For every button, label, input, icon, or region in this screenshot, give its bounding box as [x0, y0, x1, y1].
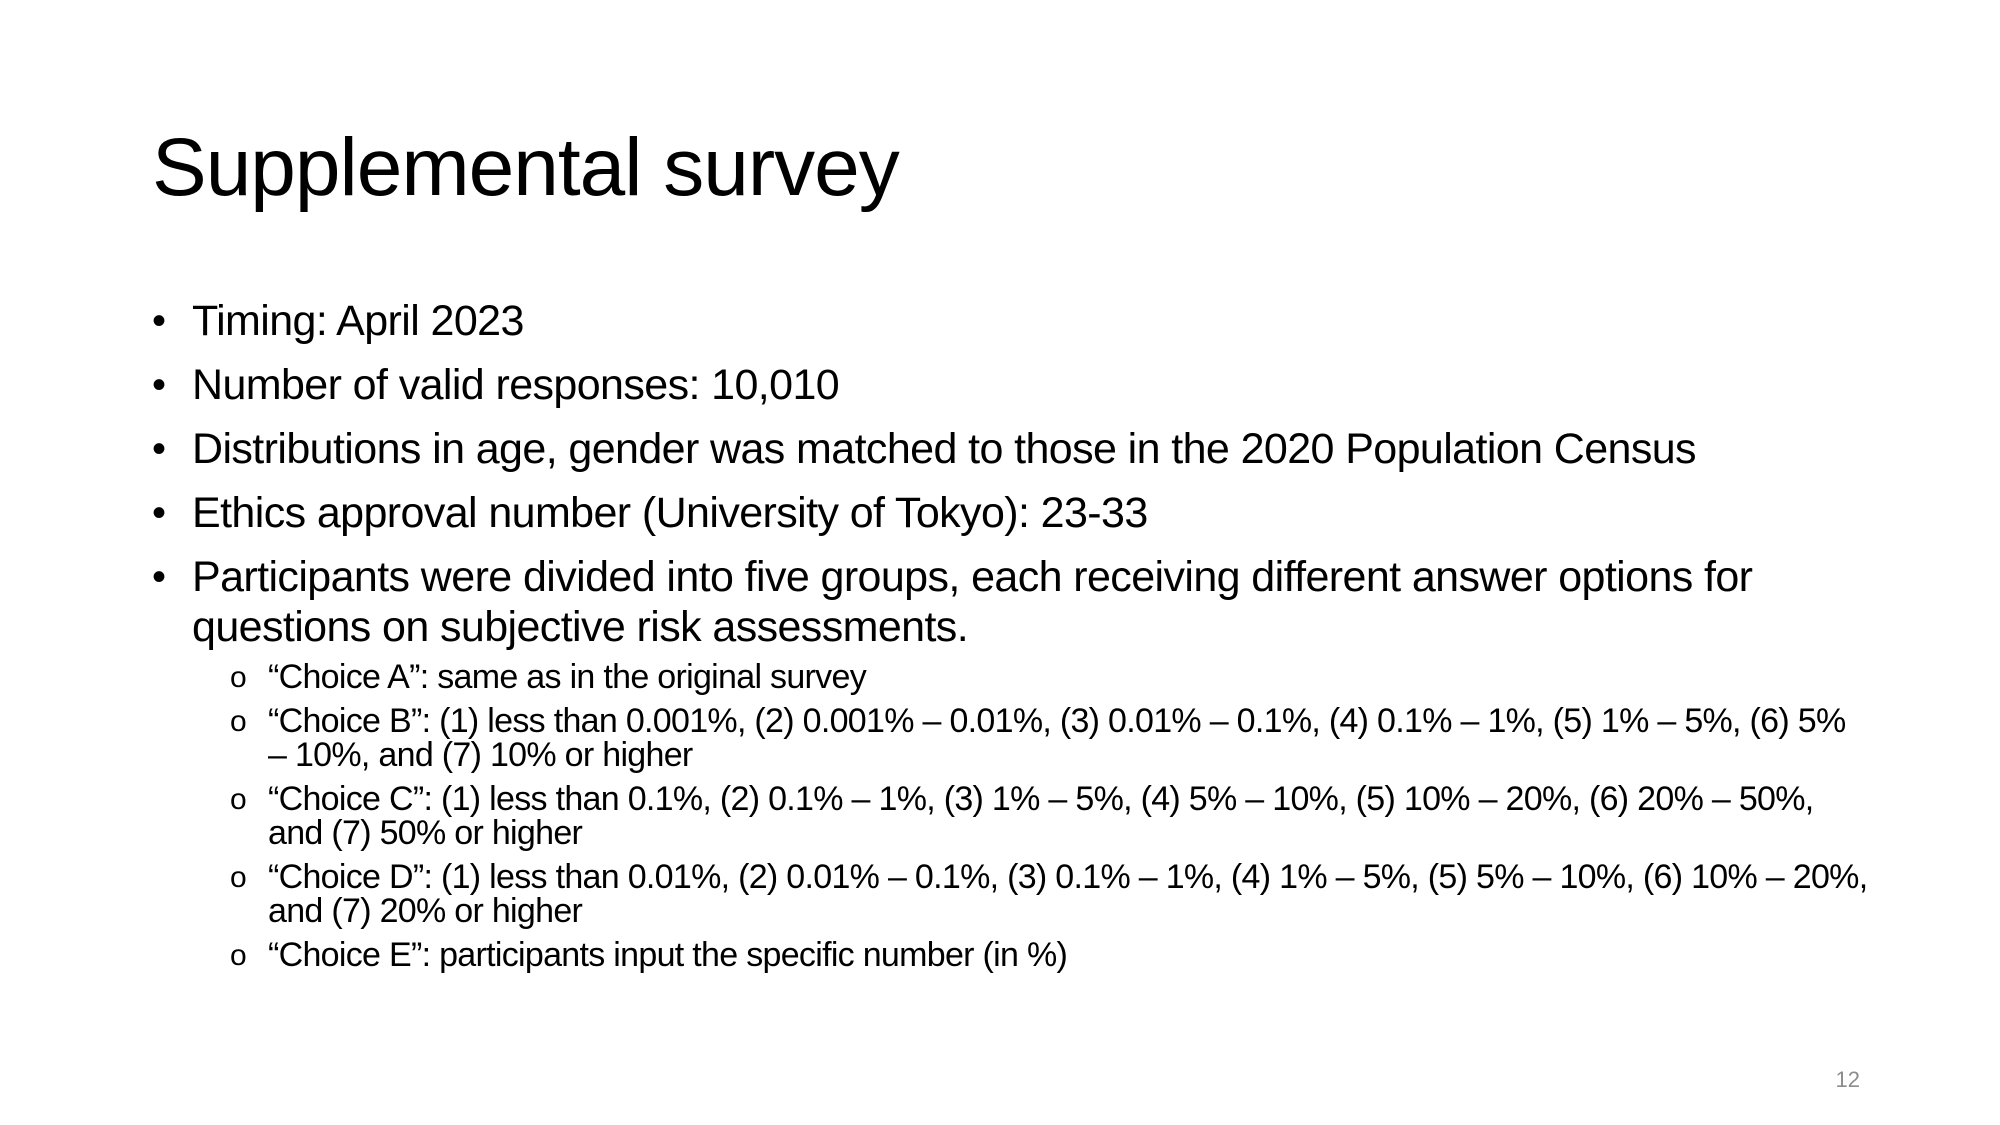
bullet-item-responses — [152, 360, 1872, 410]
circle-bullet-icon: o — [230, 939, 246, 972]
bullet-text: Number of valid responses: 10,010 — [192, 361, 840, 409]
circle-bullet-icon: o — [230, 861, 246, 894]
sub-bullet-choice-c — [230, 782, 1872, 850]
bullet-item-participants — [152, 552, 1872, 652]
bullet-icon: • — [152, 491, 166, 535]
slide-title: Supplemental survey — [152, 122, 899, 213]
sub-bullet-text: “Choice A”: same as in the original survey — [268, 658, 866, 696]
bullet-text: Ethics approval number (University of Tokyo): 23-33 — [192, 489, 1148, 537]
sub-bullet-choice-d — [230, 860, 1872, 928]
sub-bullet-text: “Choice E”: participants input the specific number (in %) — [268, 936, 1068, 974]
circle-bullet-icon: o — [230, 705, 246, 738]
bullet-item-timing — [152, 296, 1872, 346]
sub-bullet-text: “Choice D”: (1) less than 0.01%, (2) 0.01% – 0.1%, (3) 0.1% – 1%, (4) 1% – 5%, (5) 5% – 10%, (6) 10% – 20%, and (7) 20% or higher — [268, 858, 1868, 930]
bullet-text: Distributions in age, gender was matched to those in the 2020 Population Census — [192, 425, 1696, 473]
bullet-item-ethics — [152, 488, 1872, 538]
sub-bullet-choice-b — [230, 704, 1872, 772]
bullet-text: Timing: April 2023 — [192, 297, 524, 345]
bullet-list — [152, 296, 1872, 982]
page-number: 12 — [1835, 1067, 1860, 1092]
bullet-icon: • — [152, 299, 166, 343]
sub-bullet-list — [230, 660, 1872, 972]
sub-bullet-text: “Choice C”: (1) less than 0.1%, (2) 0.1% – 1%, (3) 1% – 5%, (4) 5% – 10%, (5) 10% – 20%, (6) 20% – 50%, and (7) 50% or higher — [268, 780, 1814, 852]
bullet-icon: • — [152, 555, 166, 599]
circle-bullet-icon: o — [230, 661, 246, 694]
sub-bullet-choice-e — [230, 938, 1872, 972]
bullet-icon: • — [152, 427, 166, 471]
circle-bullet-icon: o — [230, 783, 246, 816]
bullet-icon: • — [152, 363, 166, 407]
bullet-item-distributions — [152, 424, 1872, 474]
sub-bullet-choice-a — [230, 660, 1872, 694]
sub-bullet-text: “Choice B”: (1) less than 0.001%, (2) 0.001% – 0.01%, (3) 0.01% – 0.1%, (4) 0.1% – 1%, (5) 1% – 5%, (6) 5% – 10%, and (7) 10% or higher — [268, 702, 1846, 774]
bullet-text: Participants were divided into five groups, each receiving different answer options for questions on subjective risk assessments. — [192, 553, 1753, 651]
